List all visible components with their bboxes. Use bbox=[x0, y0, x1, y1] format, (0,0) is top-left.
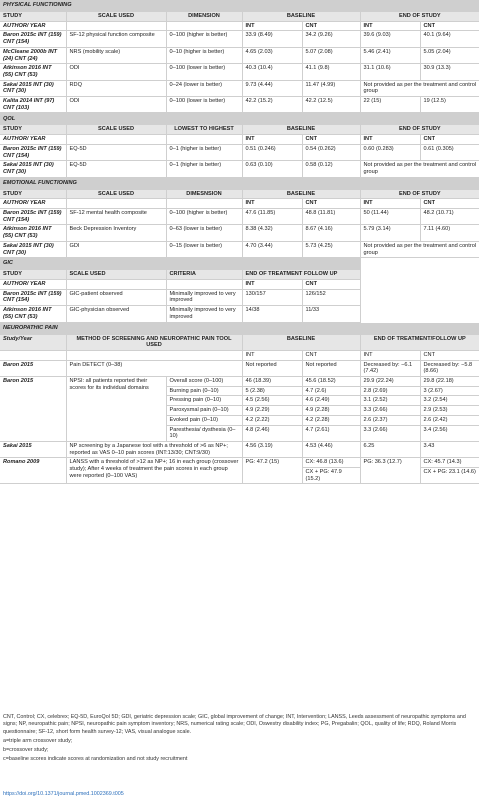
gic-rows bbox=[0, 289, 479, 322]
study-name: Romano 2009 bbox=[0, 458, 66, 484]
study-name: Sakai 2015 INT (30) CNT (30) bbox=[0, 161, 66, 177]
subheader-row bbox=[0, 21, 479, 31]
section-title: EMOTIONAL FUNCTIONING bbox=[0, 177, 479, 189]
table-row bbox=[0, 209, 479, 225]
end-cnt: 3.2 (2.54) bbox=[420, 396, 479, 406]
end-cnt: 3.43 bbox=[420, 441, 479, 457]
end-int: 6.25 bbox=[360, 441, 420, 457]
study-name: Baron 2015c INT (159) CNT (154) bbox=[0, 31, 66, 47]
table-row bbox=[0, 80, 479, 96]
baseline-cnt: CX: 46.8 (13.6) bbox=[302, 458, 360, 468]
column-header-row bbox=[0, 270, 479, 280]
col-baseline: BASELINE bbox=[242, 12, 360, 22]
scale-used: SF-12 mental health composite bbox=[66, 209, 166, 225]
criteria: Minimally improved to very improved bbox=[166, 289, 242, 305]
column-header-row bbox=[0, 125, 479, 135]
table-row bbox=[0, 458, 479, 468]
study-name: Atkinson 2016 INT (55) CNT (53) bbox=[0, 225, 66, 241]
col-cnt: CNT bbox=[420, 199, 479, 209]
column-header-row bbox=[0, 334, 479, 350]
col-int: INT bbox=[242, 135, 302, 145]
study-name: McCleane 2000b INT (24) CNT (24) bbox=[0, 47, 66, 63]
col-dimension: DIMESNSION bbox=[166, 189, 242, 199]
footnote-c: c=baseline scores indicate scores at randomization and not study recruitment bbox=[3, 756, 188, 763]
end-cnt: 11/33 bbox=[302, 306, 360, 322]
doi-link[interactable]: https://doi.org/10.1371/journal.pmed.1002369.t005 bbox=[3, 791, 124, 797]
end-int: 5.79 (3.14) bbox=[360, 225, 420, 241]
col-end-treatment: END OF TREATMENT/FOLLOW UP bbox=[360, 334, 479, 350]
section-title: PHYSICAL FUNCTIONING bbox=[0, 0, 479, 12]
col-baseline: BASELINE bbox=[242, 189, 360, 199]
col-int: INT bbox=[360, 21, 420, 31]
dimension: 0–15 (lower is better) bbox=[166, 241, 242, 257]
end-cnt: 126/152 bbox=[302, 289, 360, 305]
col-cnt: CNT bbox=[420, 135, 479, 145]
table-row bbox=[0, 377, 479, 387]
col-dimension: DIMENSION bbox=[166, 12, 242, 22]
baseline-cnt: 0.54 (0.262) bbox=[302, 144, 360, 160]
baseline-cnt: 45.6 (18.52) bbox=[302, 377, 360, 387]
dimension: 0–100 (lower is better) bbox=[166, 64, 242, 80]
npsi-domain: Paroxysmal pain (0–10) bbox=[166, 406, 242, 416]
scale-used: GIC-patient observed bbox=[66, 289, 166, 305]
col-scale: SCALE USED bbox=[66, 12, 166, 22]
study-name: Atkinson 2016 INT (55) CNT (53) bbox=[0, 306, 66, 322]
end-int: PG: 36.3 (12.7) bbox=[360, 458, 420, 484]
dimension: 0–10 (higher is better) bbox=[166, 47, 242, 63]
col-end: END OF STUDY bbox=[360, 12, 479, 22]
study-name: Sakai 2015 bbox=[0, 441, 66, 457]
scale-used: GIC-physician observed bbox=[66, 306, 166, 322]
study-name: Atkinson 2016 INT (55) CNT (53) bbox=[0, 64, 66, 80]
table-row bbox=[0, 31, 479, 47]
study-name: Baron 2015c INT (159) CNT (154) bbox=[0, 209, 66, 225]
baseline-int: 0.51 (0.246) bbox=[242, 144, 302, 160]
end-int: 14/38 bbox=[242, 306, 302, 322]
section-title: NEUROPATHIC PAIN bbox=[0, 322, 479, 334]
table-row bbox=[0, 47, 479, 63]
end-int: Decreased by: −6.1 (7.42) bbox=[360, 360, 420, 376]
end-cnt: CX + PG: 23.1 (14.6) bbox=[420, 468, 479, 484]
scale-used: EQ-5D bbox=[66, 144, 166, 160]
baseline-cnt: 4.7 (2.61) bbox=[302, 425, 360, 441]
table-row bbox=[0, 64, 479, 80]
section-header bbox=[0, 113, 479, 125]
end-cnt: 30.9 (13.3) bbox=[420, 64, 479, 80]
baseline-int: 33.9 (8.49) bbox=[242, 31, 302, 47]
baseline-cnt: 5.73 (4.25) bbox=[302, 241, 360, 257]
col-author: AUTHOR/ YEAR bbox=[0, 199, 66, 209]
scale-used: NRS (mobility scale) bbox=[66, 47, 166, 63]
table-row bbox=[0, 144, 479, 160]
col-scale: SCALE USED bbox=[66, 189, 166, 199]
baseline-int: 4.5 (2.56) bbox=[242, 396, 302, 406]
end-int: 3.1 (2.52) bbox=[360, 396, 420, 406]
baseline-int: 0.63 (0.10) bbox=[242, 161, 302, 177]
col-cnt: CNT bbox=[420, 21, 479, 31]
section-header bbox=[0, 177, 479, 189]
end-cnt: 40.1 (9.64) bbox=[420, 31, 479, 47]
subheader-row bbox=[0, 135, 479, 145]
col-author: AUTHOR/ YEAR bbox=[0, 135, 66, 145]
subheader-row bbox=[0, 350, 479, 360]
end-int: 22 (15) bbox=[360, 97, 420, 113]
baseline-int: 4.56 (3.19) bbox=[242, 441, 302, 457]
baseline-int: 42.2 (15.2) bbox=[242, 97, 302, 113]
end-int: 3.3 (2.66) bbox=[360, 425, 420, 441]
method: LANSS with a threshold of >12 as NP+; 16 in each group (crossover study); After 4 weeks of treatment the pain scores in each group were reported (0–100 VAS) bbox=[66, 458, 242, 484]
baseline-int: Not reported bbox=[242, 360, 302, 376]
baseline-cnt: 8.67 (4.16) bbox=[302, 225, 360, 241]
end-int: 31.1 (10.6) bbox=[360, 64, 420, 80]
column-header-row bbox=[0, 189, 479, 199]
col-cnt: CNT bbox=[302, 135, 360, 145]
section-title: QOL bbox=[0, 113, 479, 125]
col-study-year: Study/Year bbox=[0, 334, 66, 350]
end-int: 5.46 (2.41) bbox=[360, 47, 420, 63]
end-int: 2.6 (2.37) bbox=[360, 415, 420, 425]
method: Pain DETECT (0–38) bbox=[66, 360, 242, 376]
col-cnt: CNT bbox=[302, 199, 360, 209]
col-int: INT bbox=[360, 199, 420, 209]
abbreviations-note: CNT, Control; CX, celebrex; EQ-5D, EuroQol 5D; GDI, geriatric depression scale; GIC, global improvement of change; INT, Intervention; LANSS, Leeds assessment of neuropathic symptoms and signs; NP, neuropathic pain; NPSI, neuropathic pain symptom inventory; NRS, numerical rating scale; ODI, Oswestry disability index; PG, Pregabalin; QOL, quality of life; RDQ, Roland Morris questionnaire; SF-12, short form health survey-12; VAS, visual analogue scale. bbox=[3, 714, 466, 735]
col-baseline: BASELINE bbox=[242, 334, 360, 350]
col-end: END OF STUDY bbox=[360, 189, 479, 199]
baseline-int: 9.73 (4.44) bbox=[242, 80, 302, 96]
dimension: 0–100 (higher is better) bbox=[166, 31, 242, 47]
baseline-int: 8.38 (4.32) bbox=[242, 225, 302, 241]
section-header bbox=[0, 258, 479, 270]
end-cnt: 29.8 (22.18) bbox=[420, 377, 479, 387]
col-end-treatment: END OF TREATMENT FOLLOW UP bbox=[242, 270, 360, 280]
section-header bbox=[0, 322, 479, 334]
baseline-int: 4.8 (2.46) bbox=[242, 425, 302, 441]
end-cnt: Decreased by: −5.8 (8.66) bbox=[420, 360, 479, 376]
section-header bbox=[0, 0, 479, 12]
table-row bbox=[0, 306, 479, 322]
baseline-cnt: 4.9 (2.28) bbox=[302, 406, 360, 416]
end-cnt: 2.6 (2.42) bbox=[420, 415, 479, 425]
baseline-cnt: 11.47 (4.99) bbox=[302, 80, 360, 96]
col-scale: SCALE USED bbox=[66, 125, 166, 135]
baseline-int: 5 (2.38) bbox=[242, 386, 302, 396]
col-int: INT bbox=[242, 279, 302, 289]
end-int: 39.6 (9.03) bbox=[360, 31, 420, 47]
dimension: 0–63 (lower is better) bbox=[166, 225, 242, 241]
baseline-cnt: 5.07 (2.08) bbox=[302, 47, 360, 63]
end-cnt: CX: 45.7 (14.3) bbox=[420, 458, 479, 468]
method: NPSI: all patients reported their scores for its individual domains bbox=[66, 377, 166, 442]
baseline-int: 46 (18.39) bbox=[242, 377, 302, 387]
baseline-cnt: Not reported bbox=[302, 360, 360, 376]
table-row bbox=[0, 97, 479, 113]
end-int: 0.60 (0.283) bbox=[360, 144, 420, 160]
end-not-provided: Not provided as per the treatment and control group bbox=[360, 80, 479, 96]
col-cnt: CNT bbox=[420, 350, 479, 360]
col-lowest-highest: LOWEST TO HIGHEST bbox=[166, 125, 242, 135]
subheader-row bbox=[0, 279, 479, 289]
end-cnt: 3.4 (2.56) bbox=[420, 425, 479, 441]
study-name: Baron 2015 bbox=[0, 377, 66, 442]
end-int: 29.9 (22.24) bbox=[360, 377, 420, 387]
dimension: 0–100 (lower is better) bbox=[166, 97, 242, 113]
footnote-b: b=crossover study; bbox=[3, 747, 49, 754]
end-not-provided: Not provided as per the treatment and control group bbox=[360, 161, 479, 177]
study-name: Baron 2015 bbox=[0, 360, 66, 376]
npsi-domain: Evoked pain (0–10) bbox=[166, 415, 242, 425]
table-row bbox=[0, 225, 479, 241]
col-study: STUDY bbox=[0, 125, 66, 135]
col-int: INT bbox=[360, 350, 420, 360]
table-row bbox=[0, 289, 479, 305]
npsi-domain: Overall score (0–100) bbox=[166, 377, 242, 387]
baseline-cnt: 0.58 (0.12) bbox=[302, 161, 360, 177]
end-int: 130/157 bbox=[242, 289, 302, 305]
baseline-cnt: CX + PG: 47.9 (15.2) bbox=[302, 468, 360, 484]
scale-used: SF-12 physical function composite bbox=[66, 31, 166, 47]
study-name: Baron 2015c INT (159) CNT (154) bbox=[0, 289, 66, 305]
col-int: INT bbox=[360, 135, 420, 145]
end-cnt: 2.9 (2.53) bbox=[420, 406, 479, 416]
col-cnt: CNT bbox=[302, 279, 360, 289]
col-author: AUTHOR/ YEAR bbox=[0, 279, 66, 289]
end-cnt: 3 (2.67) bbox=[420, 386, 479, 396]
scale-used: EQ-5D bbox=[66, 161, 166, 177]
study-name: Sakai 2015 INT (30) CNT (30) bbox=[0, 80, 66, 96]
baseline-cnt: 4.7 (2.6) bbox=[302, 386, 360, 396]
footnotes bbox=[3, 714, 475, 766]
baseline-int: PG: 47.2 (15) bbox=[242, 458, 302, 484]
study-name: Baron 2015c INT (159) CNT (154) bbox=[0, 144, 66, 160]
end-cnt: 19 (12.5) bbox=[420, 97, 479, 113]
emotional-rows bbox=[0, 209, 479, 258]
baseline-cnt: 48.8 (11.81) bbox=[302, 209, 360, 225]
end-int: 2.8 (2.69) bbox=[360, 386, 420, 396]
study-name: Kalita 2014 INT (97) CNT (103) bbox=[0, 97, 66, 113]
end-cnt: 5.05 (2.04) bbox=[420, 47, 479, 63]
npsi-domain: Burning pain (0–10) bbox=[166, 386, 242, 396]
footnote-a: a=triple arm crossover study; bbox=[3, 737, 73, 744]
criteria: Minimally improved to very improved bbox=[166, 306, 242, 322]
section-title: GIC bbox=[0, 258, 360, 270]
table-row bbox=[0, 161, 479, 177]
table-row bbox=[0, 360, 479, 376]
col-end: END OF STUDY bbox=[360, 125, 479, 135]
baseline-int: 4.2 (2.22) bbox=[242, 415, 302, 425]
study-name: Sakai 2015 INT (30) CNT (30) bbox=[0, 241, 66, 257]
scale-used: RDQ bbox=[66, 80, 166, 96]
baseline-int: 40.3 (10.4) bbox=[242, 64, 302, 80]
col-study: STUDY bbox=[0, 12, 66, 22]
npsi-domain: Paresthesia/ dysthesia (0–10) bbox=[166, 425, 242, 441]
scale-used: Beck Depression Inventory bbox=[66, 225, 166, 241]
baseline-int: 4.65 (2.03) bbox=[242, 47, 302, 63]
col-cnt: CNT bbox=[302, 21, 360, 31]
baseline-cnt: 41.1 (9.8) bbox=[302, 64, 360, 80]
baseline-int: 4.9 (2.29) bbox=[242, 406, 302, 416]
col-study: STUDY bbox=[0, 189, 66, 199]
baseline-cnt: 34.2 (9.26) bbox=[302, 31, 360, 47]
table-row bbox=[0, 241, 479, 257]
end-not-provided: Not provided as per the treatment and control group bbox=[360, 241, 479, 257]
table-row bbox=[0, 441, 479, 457]
baseline-cnt: 4.2 (2.28) bbox=[302, 415, 360, 425]
baseline-int: 4.70 (3.44) bbox=[242, 241, 302, 257]
col-criteria: CRITERIA bbox=[166, 270, 242, 280]
col-study: STUDY bbox=[0, 270, 66, 280]
end-cnt: 7.11 (4.60) bbox=[420, 225, 479, 241]
col-method: METHOD OF SCREENING AND NEUROPATHIC PAIN TOOL USED bbox=[66, 334, 242, 350]
end-cnt: 0.61 (0.305) bbox=[420, 144, 479, 160]
method: NP screening by a Japanese tool with a threshold of >6 as NP+; reported as VAS 0–10 pain scores (INT:13/30; CNT:9/30) bbox=[66, 441, 242, 457]
physical-rows bbox=[0, 31, 479, 113]
qol-rows bbox=[0, 144, 479, 177]
baseline-cnt: 42.2 (12.5) bbox=[302, 97, 360, 113]
baseline-cnt: 4.53 (4.46) bbox=[302, 441, 360, 457]
end-int: 50 (11.44) bbox=[360, 209, 420, 225]
npsi-rows bbox=[0, 377, 479, 442]
end-cnt: 48.2 (10.71) bbox=[420, 209, 479, 225]
col-int: INT bbox=[242, 350, 302, 360]
npsi-domain: Pressing pain (0–10) bbox=[166, 396, 242, 406]
col-baseline: BASELINE bbox=[242, 125, 360, 135]
baseline-cnt: 4.6 (2.49) bbox=[302, 396, 360, 406]
dimension: 0–1 (higher is better) bbox=[166, 144, 242, 160]
dimension: 0–1 (higher is better) bbox=[166, 161, 242, 177]
scale-used: ODI bbox=[66, 97, 166, 113]
column-header-row bbox=[0, 12, 479, 22]
col-int: INT bbox=[242, 21, 302, 31]
scale-used: GDI bbox=[66, 241, 166, 257]
col-author: AUTHOR/ YEAR bbox=[0, 21, 66, 31]
col-scale: SCALE USED bbox=[66, 270, 166, 280]
col-int: INT bbox=[242, 199, 302, 209]
scale-used: ODI bbox=[66, 64, 166, 80]
dimension: 0–24 (lower is better) bbox=[166, 80, 242, 96]
baseline-int: 47.6 (11.85) bbox=[242, 209, 302, 225]
end-int: 3.3 (2.66) bbox=[360, 406, 420, 416]
col-cnt: CNT bbox=[302, 350, 360, 360]
dimension: 0–100 (higher is better) bbox=[166, 209, 242, 225]
subheader-row bbox=[0, 199, 479, 209]
